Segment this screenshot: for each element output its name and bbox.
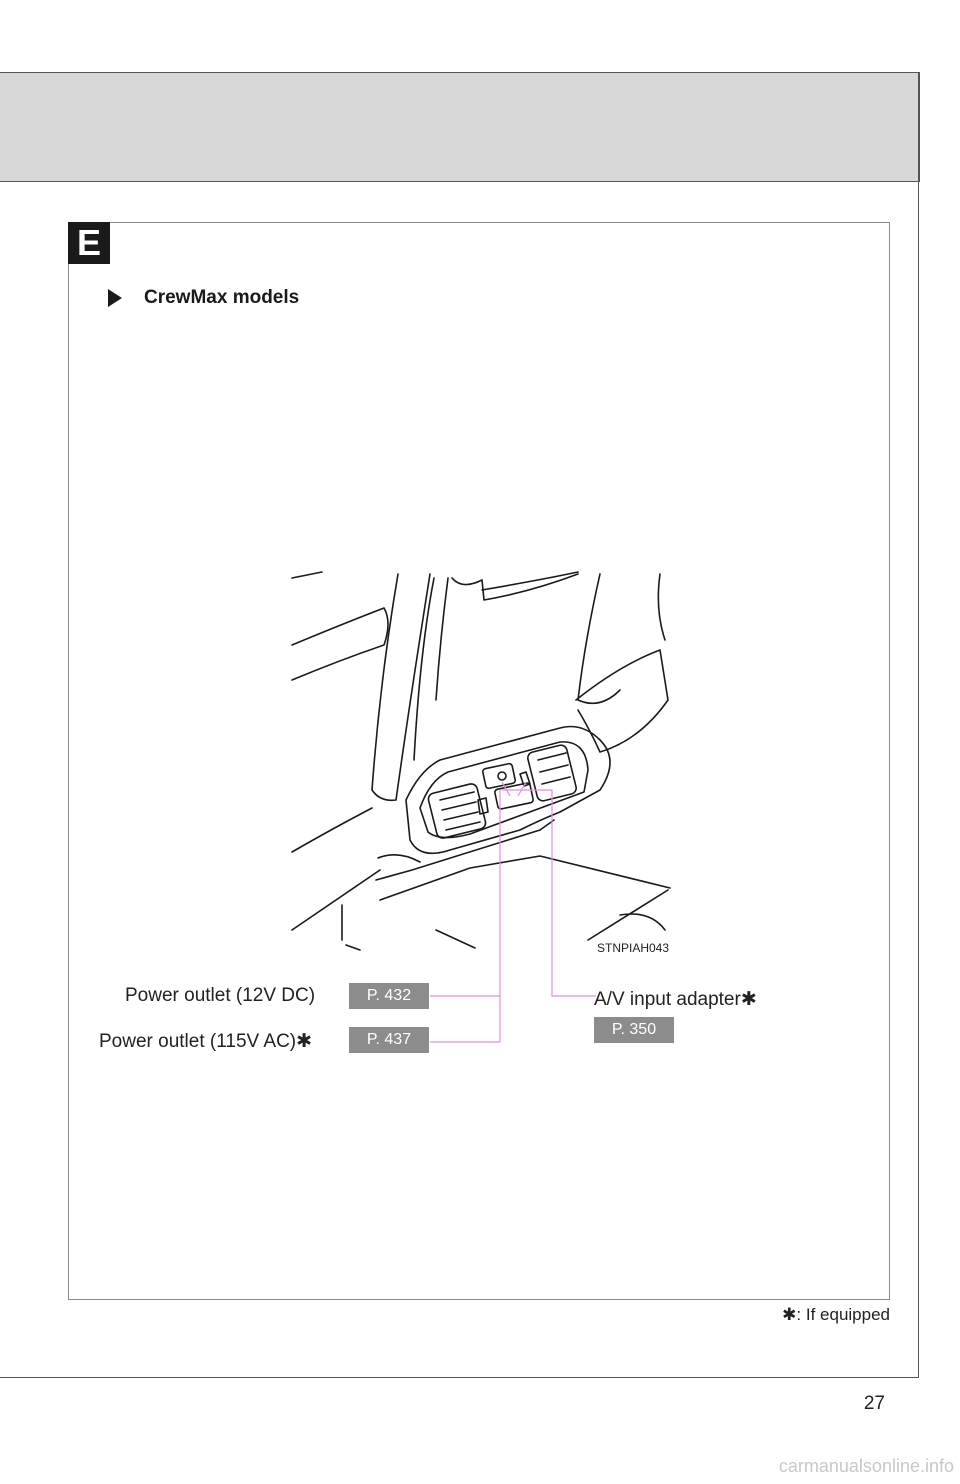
subheading-text: CrewMax models bbox=[144, 287, 300, 308]
callout-ac-outlet-label: Power outlet (115V AC)✱ bbox=[99, 1031, 313, 1052]
callout-dc-outlet-label: Power outlet (12V DC) bbox=[125, 985, 316, 1006]
callout-av-adapter-label: A/V input adapter✱ bbox=[594, 989, 757, 1010]
page-number: 27 bbox=[863, 1393, 885, 1414]
watermark: carmanualsonline.info bbox=[778, 1456, 954, 1476]
ref-ac-outlet[interactable]: P. 437 bbox=[349, 1027, 429, 1053]
figure-code: STNPIAH043 bbox=[597, 941, 670, 955]
ref-dc-outlet[interactable]: P. 432 bbox=[349, 983, 429, 1009]
ref-av-adapter[interactable]: P. 350 bbox=[594, 1017, 674, 1043]
section-badge: E bbox=[68, 222, 110, 264]
footnote: ✱: If equipped bbox=[782, 1305, 890, 1324]
